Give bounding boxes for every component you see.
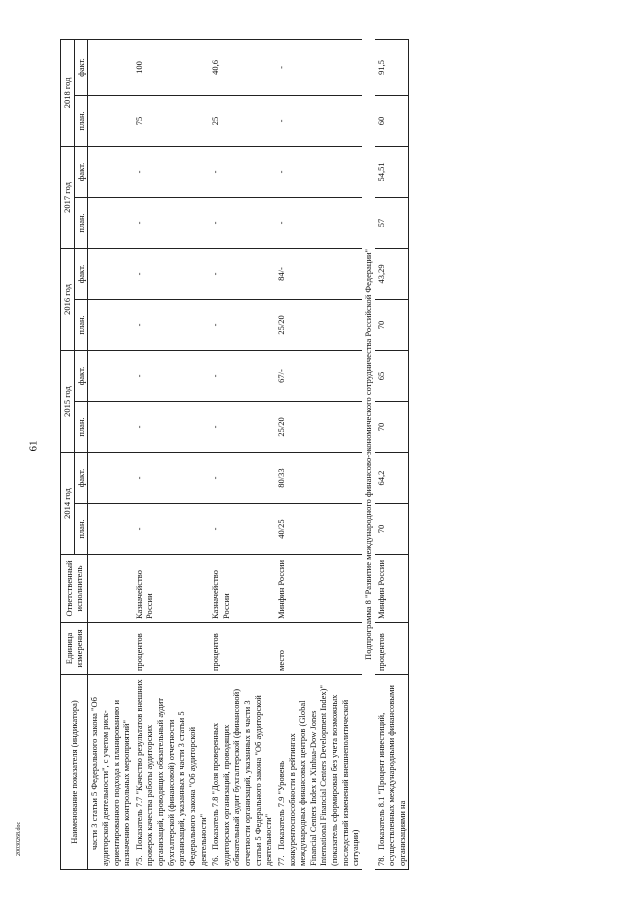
header-plan: план. (74, 197, 88, 248)
value-cell (88, 197, 133, 248)
value-cell: - (133, 504, 209, 555)
value-cell: - (133, 248, 209, 299)
header-plan: план. (74, 95, 88, 146)
value-cell: - (209, 350, 275, 401)
value-cell: - (133, 452, 209, 503)
header-plan: план. (74, 401, 88, 452)
indicator-name: 77.Показатель 7.9 "Уровень конкурентоспособности в рейтингах международных финансовых центров (Global Financial Centers Index и Xinhua-Dow Jones International Financial Centers Development Index)" (показатель сформирован без учета возможных последствий изменений внешнеполитической ситуации) (275, 675, 362, 870)
value-cell: 25 (209, 95, 275, 146)
value-cell: - (275, 39, 362, 95)
indicator-name: 75.Показатель 7.7 "Качество результатов внешних проверок качества работы аудиторских организаций, проводящих обязательный аудит бухгалтерской (финансовой) отчетности организаций, указанных в части 3 статьи 5 Федерального закона "Об аудиторской деятельности" (133, 675, 209, 870)
value-cell: - (209, 452, 275, 503)
value-cell (88, 39, 133, 95)
unit-cell: процентов (375, 623, 409, 675)
header-year-2017: 2017 год (61, 146, 75, 248)
header-plan: план. (74, 299, 88, 350)
value-cell: 54,51 (375, 146, 409, 197)
responsible-cell: Минфин России (375, 555, 409, 623)
header-plan: план. (74, 504, 88, 555)
value-cell: 70 (375, 401, 409, 452)
header-fact: факт. (74, 146, 88, 197)
header-year-2016: 2016 год (61, 248, 75, 350)
header-fact: факт. (74, 248, 88, 299)
value-cell: - (133, 197, 209, 248)
value-cell: 67/- (275, 350, 362, 401)
indicator-name: 78.Показатель 8.1 "Процент инвестиций, осуществленных международными финансовыми организациями на (375, 675, 409, 870)
value-cell: 60 (375, 95, 409, 146)
table-row (209, 39, 275, 869)
value-cell: - (275, 95, 362, 146)
header-year-2015: 2015 год (61, 350, 75, 452)
header-fact: факт. (74, 350, 88, 401)
value-cell (88, 248, 133, 299)
header-fact: факт. (74, 452, 88, 503)
value-cell: 57 (375, 197, 409, 248)
value-cell: 84/- (275, 248, 362, 299)
value-cell: - (133, 299, 209, 350)
indicators-table (60, 39, 409, 870)
value-cell: - (209, 401, 275, 452)
value-cell: 25/20 (275, 299, 362, 350)
responsible-cell: Казначейство России (133, 555, 209, 623)
value-cell: - (209, 197, 275, 248)
page-number: 61 (27, 440, 40, 452)
value-cell: 80/33 (275, 452, 362, 503)
value-cell (88, 146, 133, 197)
value-cell: 25/20 (275, 401, 362, 452)
header-responsible: Ответственный исполнитель (61, 555, 88, 623)
responsible-cell (88, 555, 133, 623)
value-cell: - (133, 146, 209, 197)
subprogram-row (362, 39, 375, 869)
unit-cell: процентов (209, 623, 275, 675)
unit-cell: место (275, 623, 362, 675)
table-row (133, 39, 209, 869)
subprogram-title: Подпрограмма 8 "Развитие международного финансово-экономического сотрудничества Российской Федерации" (362, 248, 373, 660)
value-cell: - (133, 401, 209, 452)
value-cell (88, 299, 133, 350)
value-cell: - (209, 299, 275, 350)
value-cell: 100 (133, 39, 209, 95)
indicator-name: части 3 статьи 5 Федерального закона "Об аудиторской деятельности", с учетом риск-ориентированного подхода к планированию и назначению контрольных мероприятий" (88, 675, 133, 870)
unit-cell: процентов (133, 623, 209, 675)
header-unit: Единица измерения (61, 623, 88, 675)
header-year-2014: 2014 год (61, 452, 75, 554)
value-cell (88, 350, 133, 401)
responsible-cell: Минфин России (275, 555, 362, 623)
responsible-cell: Казначейство России (209, 555, 275, 623)
indicator-name: 76.Показатель 7.8 "Доля проверенных аудиторских организаций, проводящих обязательный аудит бухгалтерской (финансовой) отчетности организаций, указанных в части 3 статьи 5 Федерального закона "Об аудиторской деятельности" (209, 675, 275, 870)
header-fact: факт. (74, 39, 88, 95)
value-cell: - (209, 504, 275, 555)
value-cell: 43,29 (375, 248, 409, 299)
value-cell: - (275, 146, 362, 197)
value-cell: 40,6 (209, 39, 275, 95)
header-row-years (61, 39, 75, 869)
value-cell (88, 504, 133, 555)
value-cell: 65 (375, 350, 409, 401)
value-cell: 64,2 (375, 452, 409, 503)
table-row (275, 39, 362, 869)
value-cell: - (133, 350, 209, 401)
value-cell: 91,5 (375, 39, 409, 95)
table-row (375, 39, 409, 869)
value-cell: 70 (375, 299, 409, 350)
rotated-table-area (60, 40, 620, 870)
value-cell: 70 (375, 504, 409, 555)
header-year-2018: 2018 год (61, 39, 75, 146)
value-cell (88, 95, 133, 146)
table-row (88, 39, 133, 869)
value-cell: 75 (133, 95, 209, 146)
unit-cell (88, 623, 133, 675)
value-cell: 40/25 (275, 504, 362, 555)
header-name: Наименование показателя (индикатора) (61, 675, 88, 870)
value-cell (88, 452, 133, 503)
value-cell: - (209, 248, 275, 299)
value-cell: - (209, 146, 275, 197)
value-cell (88, 401, 133, 452)
footer-code: 20030268.doc (16, 821, 22, 856)
value-cell: - (275, 197, 362, 248)
